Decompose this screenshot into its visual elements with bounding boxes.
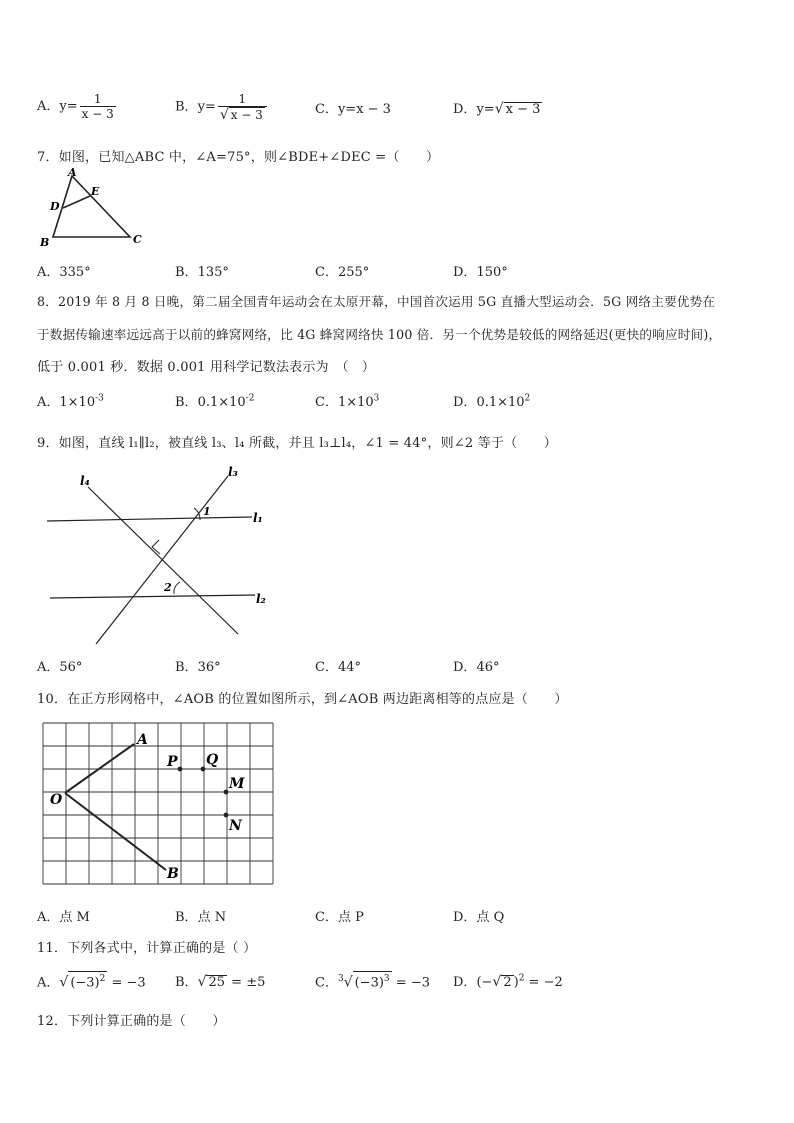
label-p: P <box>167 754 178 770</box>
q10-option-b: B．点 N <box>175 910 227 925</box>
q8-stem-line1: 8．2019 年 8 月 8 日晚，第二届全国青年运动会在太原开幕，中国首次运用 5G 直播大型运动会．5G 网络主要优势在 <box>37 294 716 309</box>
point-m <box>224 790 229 795</box>
q6-option-c: C．y=x − 3 <box>315 102 391 117</box>
q8-option-d: D．$0.1\times 10^2$ <box>453 393 531 410</box>
q8-option-b: B．$0.1\times 10^{-2}$ <box>175 393 255 410</box>
q11-option-a: A．√ $(-3)^2 = -3$ <box>37 971 146 990</box>
q12-stem: 12．下列计算正确的是（ ） <box>37 1014 226 1029</box>
label-b: B <box>40 236 50 249</box>
q6-option-a: A．y= $\frac{1}{x - 3}$ <box>37 92 114 121</box>
q8-stem-line3: 低于 0.001 秒．数据 0.001 用科学记数法表示为 （ ） <box>37 360 376 375</box>
q8-option-a: A．$1\times 10^{-3}$ <box>37 393 104 410</box>
q7-option-c: C．255° <box>315 265 370 280</box>
q9-option-c: C．44° <box>315 660 361 675</box>
q7-stem: 7．如图，已知△ABC 中，∠A=75°，则∠BDE+∠DEC =（ ） <box>37 150 440 165</box>
label-d: D <box>50 200 60 213</box>
ray-oa <box>65 744 134 793</box>
q9-option-d: D．46° <box>453 660 500 675</box>
label-a: A <box>68 166 77 179</box>
q10-option-c: C．点 P <box>315 910 364 925</box>
q7-option-b: B．135° <box>175 265 229 280</box>
q8-option-c: C．$1\times 10^3$ <box>315 393 380 410</box>
line-l2 <box>50 595 255 598</box>
q9-option-b: B．36° <box>175 660 221 675</box>
q9-option-a: A．56° <box>37 660 83 675</box>
q11-option-b: B．√ 25 = ±5 <box>175 974 266 990</box>
q11-option-c: C．$^3$√ $(-3)^3 = -3$ <box>315 971 430 990</box>
label-q: Q <box>206 752 219 768</box>
q7-triangle-figure <box>35 164 155 250</box>
q9-lines-figure <box>40 460 280 650</box>
point-n <box>224 813 229 818</box>
label-c: C <box>133 233 142 246</box>
q6-option-d: D．y=√ x − 3 <box>453 101 541 117</box>
q7-option-d: D．150° <box>453 265 508 280</box>
right-angle-mark <box>152 540 160 554</box>
label-e: E <box>91 185 100 198</box>
q7-option-a: A．335° <box>37 265 91 280</box>
label-l4: l₄ <box>80 474 90 488</box>
segment-de <box>63 196 90 208</box>
label-m: M <box>229 776 245 792</box>
point-q <box>201 767 206 772</box>
label-l3: l₃ <box>228 465 238 479</box>
q10-grid-figure <box>40 718 280 888</box>
label-n: N <box>229 818 242 834</box>
q6-option-b: B．y= $\frac{1}{√ x - 3}$ <box>175 92 269 122</box>
line-l4 <box>88 487 238 634</box>
q8-stem-line2: 于数据传输速率远远高于以前的蜂窝网络，比 4G 蜂窝网络快 100 倍．另一个优势是较低的网络延迟(更快的响应时间)， <box>37 327 722 342</box>
label-l2: l₂ <box>256 592 266 606</box>
angle-2-arc <box>174 582 180 594</box>
q11-option-d: D．(−√ 2 )$^2$ = −2 <box>453 973 563 990</box>
q10-option-a: A．点 M <box>37 910 90 925</box>
q10-option-d: D．点 Q <box>453 910 505 925</box>
q10-stem: 10．在正方形网格中，∠AOB 的位置如图所示，到∠AOB 两边距离相等的点应是（ ） <box>37 692 568 707</box>
label-a: A <box>137 732 148 748</box>
label-l1: l₁ <box>253 511 263 525</box>
point-p <box>178 767 183 772</box>
q9-stem: 9．如图，直线 l₁∥l₂，被直线 l₃、l₄ 所截，并且 l₃⊥l₄，∠1 = 44°，则∠2 等于（ ） <box>37 436 557 451</box>
label-angle-2: 2 <box>164 581 172 594</box>
line-l1 <box>47 517 252 521</box>
label-o: O <box>50 792 63 808</box>
label-b: B <box>167 866 179 882</box>
q11-stem: 11．下列各式中，计算正确的是（ ） <box>37 941 257 956</box>
ray-ob <box>65 793 166 870</box>
label-angle-1: 1 <box>203 505 211 518</box>
